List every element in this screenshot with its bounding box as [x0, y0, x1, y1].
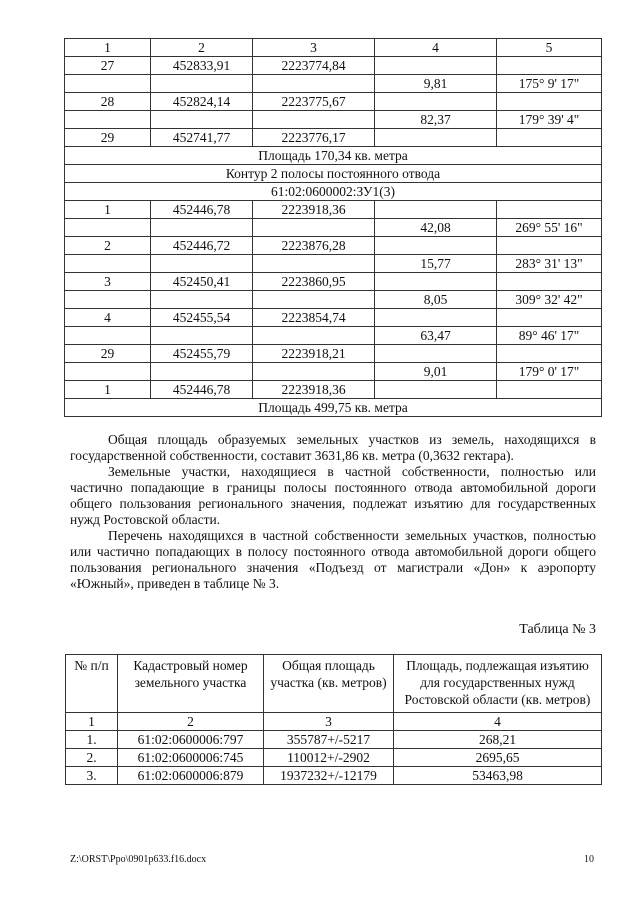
- table-cell: 61:02:0600006:797: [118, 731, 264, 749]
- coordinates-cell: 179° 39' 4": [497, 111, 602, 129]
- coordinates-cell: [65, 111, 151, 129]
- coordinates-cell: [151, 255, 253, 273]
- coordinates-cell: 29: [65, 129, 151, 147]
- coordinates-cell: [151, 75, 253, 93]
- coordinates-cell: 452455,54: [151, 309, 253, 327]
- segment-row: [65, 291, 602, 309]
- table-row: [66, 749, 602, 767]
- coordinates-cell: 2223918,36: [253, 381, 375, 399]
- coordinates-cell: [253, 219, 375, 237]
- coordinates-cell: [253, 255, 375, 273]
- coordinates-cell: 2223876,28: [253, 237, 375, 255]
- coordinates-cell: 2: [65, 237, 151, 255]
- coordinates-cell: 89° 46' 17": [497, 327, 602, 345]
- point-row: [65, 57, 602, 75]
- point-row: [65, 273, 602, 291]
- table-cell: 61:02:0600006:745: [118, 749, 264, 767]
- coordinates-cell: [253, 291, 375, 309]
- coordinates-cell: [253, 75, 375, 93]
- coordinates-cell: [65, 363, 151, 381]
- table-cell: 110012+/-2902: [264, 749, 394, 767]
- coordinates-table-body: [65, 39, 602, 417]
- table-cell: 3.: [66, 767, 118, 785]
- paragraph: Перечень находящихся в частной собственности земельных участков, полностью или частично попадающих в полосу постоянного отвода автомобильной дороги общего пользования регионального значения «Подъезд от магистрали «Дон» к аэропорту «Южный», приведен в таблице № 3.: [70, 528, 596, 591]
- table-cell: 2695,65: [394, 749, 602, 767]
- table-cell: 1.: [66, 731, 118, 749]
- coordinates-cell: 452446,78: [151, 201, 253, 219]
- coordinates-cell: 3: [65, 273, 151, 291]
- table-cell: 1937232+/-12179: [264, 767, 394, 785]
- point-row: [65, 381, 602, 399]
- coordinates-cell: [151, 327, 253, 345]
- numbering-cell: 2: [118, 713, 264, 731]
- coordinates-cell: [253, 363, 375, 381]
- coordinates-cell: 28: [65, 93, 151, 111]
- point-row: [65, 201, 602, 219]
- coordinates-cell: 2223918,21: [253, 345, 375, 363]
- coordinates-cell: [65, 327, 151, 345]
- coordinates-cell: [375, 273, 497, 291]
- coordinates-cell: 452446,72: [151, 237, 253, 255]
- table-row: [66, 731, 602, 749]
- coordinates-header-cell: 1: [65, 39, 151, 57]
- summary-cell: 61:02:0600002:ЗУ1(3): [65, 183, 602, 201]
- coordinates-cell: 15,77: [375, 255, 497, 273]
- coordinates-header-cell: 2: [151, 39, 253, 57]
- paragraph: Земельные участки, находящиеся в частной собственности, полностью или частично попадающие в границы полосы постоянного отвода автомобильной дороги общего пользования регионального значения, подлежат изъятию для государственных нужд Ростовской области.: [70, 464, 596, 527]
- footer-page-number: 10: [584, 854, 594, 865]
- table-caption: Таблица № 3: [519, 622, 596, 637]
- coordinates-table: [64, 38, 602, 417]
- coordinates-cell: [497, 129, 602, 147]
- coordinates-cell: [253, 111, 375, 129]
- header-seized-area: Площадь, подлежащая изъятию для государственных нужд Ростовской области (кв. метров): [394, 655, 602, 713]
- coordinates-cell: 29: [65, 345, 151, 363]
- coordinates-cell: 8,05: [375, 291, 497, 309]
- coordinates-cell: 4: [65, 309, 151, 327]
- coordinates-cell: [375, 129, 497, 147]
- table-cell: 61:02:0600006:879: [118, 767, 264, 785]
- coordinates-cell: [65, 219, 151, 237]
- summary-row: [65, 183, 602, 201]
- coordinates-cell: [375, 381, 497, 399]
- coordinates-cell: 309° 32' 42": [497, 291, 602, 309]
- summary-row: [65, 399, 602, 417]
- coordinates-cell: [65, 75, 151, 93]
- coordinates-cell: [375, 309, 497, 327]
- coordinates-cell: [65, 255, 151, 273]
- coordinates-cell: 63,47: [375, 327, 497, 345]
- coordinates-cell: [497, 309, 602, 327]
- land-plots-table: [65, 654, 602, 785]
- header-total-area: Общая площадь участка (кв. метров): [264, 655, 394, 713]
- coordinates-cell: [497, 273, 602, 291]
- coordinates-cell: [375, 93, 497, 111]
- coordinates-cell: [151, 363, 253, 381]
- coordinates-cell: 452446,78: [151, 381, 253, 399]
- coordinates-cell: [151, 219, 253, 237]
- coordinates-header-cell: 3: [253, 39, 375, 57]
- coordinates-cell: 27: [65, 57, 151, 75]
- coordinates-cell: 82,37: [375, 111, 497, 129]
- header-number: № п/п: [66, 655, 118, 713]
- coordinates-cell: [497, 201, 602, 219]
- point-row: [65, 237, 602, 255]
- coordinates-cell: 283° 31' 13": [497, 255, 602, 273]
- coordinates-cell: 1: [65, 381, 151, 399]
- header-cadastral-number: Кадастровый номер земельного участка: [118, 655, 264, 713]
- summary-cell: Площадь 170,34 кв. метра: [65, 147, 602, 165]
- table-cell: 53463,98: [394, 767, 602, 785]
- coordinates-cell: [497, 57, 602, 75]
- segment-row: [65, 255, 602, 273]
- coordinates-cell: [497, 381, 602, 399]
- coordinates-cell: [65, 291, 151, 309]
- coordinates-cell: 2223860,95: [253, 273, 375, 291]
- coordinates-cell: [151, 291, 253, 309]
- coordinates-cell: [375, 237, 497, 255]
- coordinates-cell: 452455,79: [151, 345, 253, 363]
- coordinates-cell: [253, 327, 375, 345]
- coordinates-cell: 2223776,17: [253, 129, 375, 147]
- land-plots-numbering-row: [66, 713, 602, 731]
- coordinates-cell: 452450,41: [151, 273, 253, 291]
- coordinates-header-row: [65, 39, 602, 57]
- segment-row: [65, 219, 602, 237]
- table-cell: 355787+/-5217: [264, 731, 394, 749]
- footer-file-path: Z:\ORST\Ppo\0901p633.f16.docx: [70, 854, 207, 865]
- land-plots-table-body: [66, 655, 602, 785]
- table-row: [66, 767, 602, 785]
- body-text: [70, 432, 596, 592]
- coordinates-cell: [375, 57, 497, 75]
- segment-row: [65, 363, 602, 381]
- point-row: [65, 93, 602, 111]
- coordinates-cell: 2223918,36: [253, 201, 375, 219]
- table-cell: 268,21: [394, 731, 602, 749]
- segment-row: [65, 75, 602, 93]
- summary-row: [65, 165, 602, 183]
- coordinates-cell: 179° 0' 17": [497, 363, 602, 381]
- coordinates-cell: 452741,77: [151, 129, 253, 147]
- point-row: [65, 309, 602, 327]
- coordinates-cell: 452833,91: [151, 57, 253, 75]
- land-plots-header-row: [66, 655, 602, 713]
- point-row: [65, 129, 602, 147]
- coordinates-cell: 9,81: [375, 75, 497, 93]
- coordinates-cell: [497, 237, 602, 255]
- coordinates-cell: [497, 345, 602, 363]
- summary-row: [65, 147, 602, 165]
- point-row: [65, 345, 602, 363]
- coordinates-cell: 1: [65, 201, 151, 219]
- coordinates-cell: 452824,14: [151, 93, 253, 111]
- coordinates-cell: 42,08: [375, 219, 497, 237]
- summary-cell: Контур 2 полосы постоянного отвода: [65, 165, 602, 183]
- summary-cell: Площадь 499,75 кв. метра: [65, 399, 602, 417]
- coordinates-cell: [151, 111, 253, 129]
- coordinates-cell: 175° 9' 17": [497, 75, 602, 93]
- coordinates-header-cell: 5: [497, 39, 602, 57]
- numbering-cell: 3: [264, 713, 394, 731]
- segment-row: [65, 111, 602, 129]
- table-cell: 2.: [66, 749, 118, 767]
- coordinates-cell: 2223774,84: [253, 57, 375, 75]
- coordinates-cell: [497, 93, 602, 111]
- numbering-cell: 4: [394, 713, 602, 731]
- coordinates-cell: [375, 201, 497, 219]
- paragraph: Общая площадь образуемых земельных участков из земель, находящихся в государственной собственности, составит 3631,86 кв. метра (0,3632 гектара).: [70, 432, 596, 463]
- coordinates-header-cell: 4: [375, 39, 497, 57]
- coordinates-cell: 2223775,67: [253, 93, 375, 111]
- coordinates-cell: 2223854,74: [253, 309, 375, 327]
- coordinates-cell: 269° 55' 16": [497, 219, 602, 237]
- numbering-cell: 1: [66, 713, 118, 731]
- segment-row: [65, 327, 602, 345]
- coordinates-cell: 9,01: [375, 363, 497, 381]
- coordinates-cell: [375, 345, 497, 363]
